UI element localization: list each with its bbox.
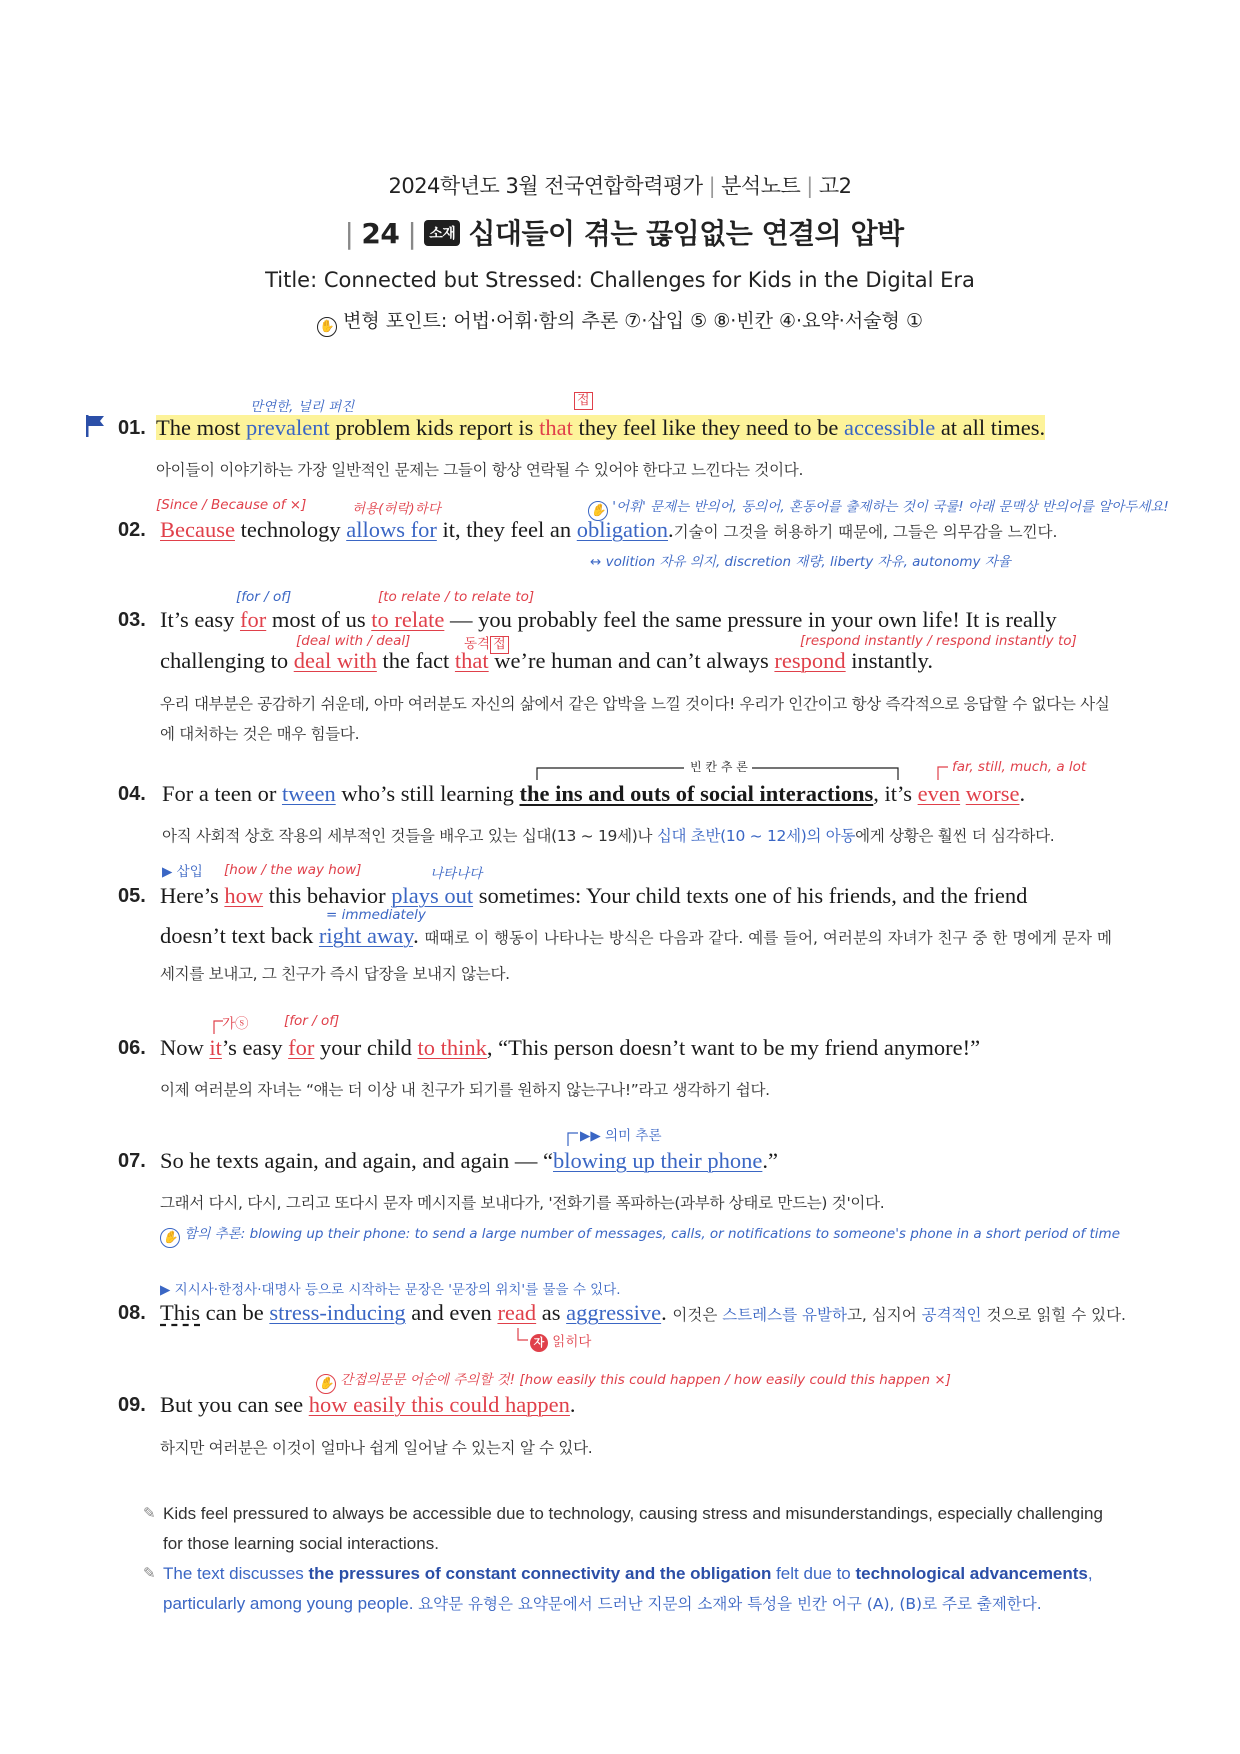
sentence-04-ko: 아직 사회적 상호 작용의 세부적인 것들을 배우고 있는 십대(13 ~ 19세)나 십대 초반(10 ~ 12세)의 아동에게 상황은 훨씬 더 심각하다. bbox=[162, 827, 1055, 845]
hand-icon: ✋ bbox=[317, 317, 337, 337]
sentence-03-en-line1: It’s easy for most of us to relate — you probably feel the same pressure in your own life! It is really bbox=[160, 607, 1057, 632]
page-title: | 24 | 소재 십대들이 겪는 끊임없는 연결의 압박 bbox=[344, 217, 904, 250]
english-title: Title: Connected but Stressed: Challenges for Kids in the Digital Era bbox=[265, 268, 975, 292]
note-insertion: ▶ 삽입 bbox=[162, 864, 203, 880]
sentence-number-03: 03. bbox=[118, 609, 146, 631]
hand-icon: ✋ bbox=[160, 1228, 180, 1248]
sentence-05-en-line1: Here’s how this behavior plays out sometimes: Your child texts one of his friends, and the friend bbox=[160, 883, 1028, 908]
note-demonstrative: ▶ 지시사·한정사·대명사 등으로 시작하는 문장은 '문장의 위치'를 물을 수 있다. bbox=[160, 1282, 621, 1298]
note-relate: [to relate / to relate to] bbox=[378, 589, 535, 605]
note-even: far, still, much, a lot bbox=[952, 759, 1087, 775]
sentence-number-01: 01. bbox=[118, 417, 146, 439]
sentence-03-ko-line2: 에 대처하는 것은 매우 힘들다. bbox=[160, 725, 360, 743]
note-respond: [respond instantly / respond instantly to] bbox=[800, 633, 1077, 649]
sentence-number-04: 04. bbox=[118, 783, 146, 805]
sentence-07-en: So he texts again, and again, and again — “blowing up their phone.” bbox=[160, 1148, 778, 1173]
sentence-07-ko: 그래서 다시, 다시, 그리고 또다시 문자 메시지를 보내다가, '전화기를 폭파하는(과부하 상태로 만드는) 것'이다. bbox=[160, 1194, 885, 1212]
pencil-icon: ✎ bbox=[143, 1505, 156, 1522]
sentence-09-en: But you can see how easily this could happen. bbox=[160, 1392, 576, 1417]
sentence-number-08: 08. bbox=[118, 1302, 146, 1324]
grade: 고2 bbox=[818, 174, 852, 198]
hand-icon: ✋ bbox=[316, 1374, 336, 1394]
exam-meta: 2024학년도 3월 전국연합학력평가 | 분석노트 | 고2 bbox=[388, 174, 852, 198]
note-that-conj: 접 bbox=[574, 392, 593, 410]
note-indirect-question: ✋ 간접의문문 어순에 주의할 것! [how easily this could happen / how easily could this happen ×] bbox=[316, 1368, 951, 1394]
note-for-of: [for / of] bbox=[284, 1013, 340, 1029]
note-prevalent: 만연한, 널리 퍼진 bbox=[250, 399, 355, 415]
note-because: [Since / Because of ×] bbox=[156, 497, 307, 513]
note-for-of: [for / of] bbox=[236, 589, 292, 605]
sentence-05-ko-line2: 세지를 보내고, 그 친구가 즉시 답장을 보내지 않는다. bbox=[160, 965, 510, 983]
note-implication: ✋ 함의 추론: blowing up their phone: to send a large number of messages, calls, or notifications to someone's phone in a short period of time bbox=[160, 1222, 1120, 1248]
question-number: 24 bbox=[361, 217, 400, 250]
note-antonyms: ↔ volition 자유 의지, discretion 재량, liberty 자유, autonomy 자율 bbox=[590, 554, 1011, 570]
points-text: 변형 포인트: 어법·어휘·함의 추론 ⑦·삽입 ⑤ ⑧·빈칸 ④·요약·서술형 ① bbox=[343, 310, 923, 332]
note-immediately: = immediately bbox=[326, 907, 426, 923]
sentence-number-05: 05. bbox=[118, 885, 146, 907]
note-deal-with: [deal with / deal] bbox=[296, 633, 411, 649]
sentence-09-ko: 하지만 여러분은 이것이 얼마나 쉽게 일어날 수 있는지 알 수 있다. bbox=[160, 1439, 593, 1457]
note-allows-for: 허용(허락)하다 bbox=[352, 501, 441, 517]
note-read-intransitive: 자 읽히다 bbox=[530, 1330, 591, 1352]
corner-arrow bbox=[936, 764, 950, 780]
summary-english: ✎ Kids feel pressured to always be accessible due to technology, causing stress and misunderstandings, especially challenging for those learning social interactions. bbox=[163, 1499, 1123, 1559]
sentence-03-en-line2: challenging to deal with the fact that we’re human and can’t always respond instantly. bbox=[160, 648, 933, 673]
sentence-03-ko-line1: 우리 대부분은 공감하기 쉬운데, 아마 여러분도 자신의 삶에서 같은 압박을 느낄 것이다! 우리가 인간이고 항상 즉각적으로 응답할 수 없다는 사실 bbox=[160, 695, 1110, 713]
note-how: [how / the way how] bbox=[224, 862, 362, 878]
sentence-06-en: Now it’s easy for your child to think, “This person doesn’t want to be my friend anymore!” bbox=[160, 1035, 981, 1060]
corner-arrow bbox=[516, 1328, 530, 1344]
sentence-05-en-line2: doesn’t text back right away. 때때로 이 행동이 나타나는 방식은 다음과 같다. 예를 들어, 여러분의 자녀가 친구 중 한 명에게 문자 메 bbox=[160, 923, 1112, 948]
note-it-subject: 가ⓢ bbox=[222, 1016, 249, 1032]
sentence-number-06: 06. bbox=[118, 1037, 146, 1059]
summary-discussion: ✎ The text discusses the pressures of constant connectivity and the obligation felt due to technological advancements, particularly among young people. 요약문 유형은 요약문에서 드러난 지문의 소재와 특성을 빈칸 어구 (A), (B)로 주로 출제한다. bbox=[163, 1559, 1123, 1619]
flag-icon bbox=[84, 413, 108, 439]
sentence-08-en: This can be stress-inducing and even read as aggressive. 이것은 스트레스를 유발하고, 심지어 공격적인 것으로 읽힐 수 있다. bbox=[160, 1300, 1126, 1325]
variation-points bbox=[0, 306, 1240, 337]
topic-tag: 소재 bbox=[424, 220, 460, 246]
note-meaning-inference: ▶▶ 의미 추론 bbox=[580, 1128, 662, 1144]
corner-arrow bbox=[566, 1130, 580, 1146]
sentence-06-ko: 이제 여러분의 자녀는 “얘는 더 이상 내 친구가 되기를 원하지 않는구나!”라고 생각하기 쉽다. bbox=[160, 1081, 770, 1099]
sentence-04-en: For a teen or tween who’s still learning the ins and outs of social interactions, it’s even worse. bbox=[162, 781, 1026, 806]
sentence-01-ko: 아이들이 이야기하는 가장 일반적인 문제는 그들이 항상 연락될 수 있어야 한다고 느낀다는 것이다. bbox=[156, 461, 804, 479]
sentence-02-en: Because technology allows for it, they feel an obligation.기술이 그것을 허용하기 때문에, 그들은 의무감을 느낀다. bbox=[160, 517, 1058, 542]
sentence-number-02: 02. bbox=[118, 519, 146, 541]
hand-icon: ✋ bbox=[588, 501, 608, 521]
exam-name: 2024학년도 3월 전국연합학력평가 bbox=[388, 174, 703, 198]
note-vocab-tip: ✋ '어휘' 문제는 반의어, 동의어, 혼동어를 출제하는 것이 국룰! 아래 문맥상 반의어를 알아두세요! bbox=[588, 495, 1169, 521]
note-plays-out: 나타나다 bbox=[430, 866, 483, 882]
pencil-icon: ✎ bbox=[143, 1565, 156, 1582]
note-appositive: 동격 접 bbox=[464, 632, 509, 654]
sentence-number-07: 07. bbox=[118, 1150, 146, 1172]
sentence-number-09: 09. bbox=[118, 1394, 146, 1416]
title-text: 십대들이 겪는 끊임없는 연결의 압박 bbox=[468, 217, 904, 250]
note-type: 분석노트 bbox=[721, 174, 801, 198]
sentence-01-en: The most prevalent problem kids report is that they feel like they need to be accessible at all times. bbox=[156, 415, 1046, 440]
note-blank-inference: 빈 칸 추 론 bbox=[690, 760, 748, 774]
